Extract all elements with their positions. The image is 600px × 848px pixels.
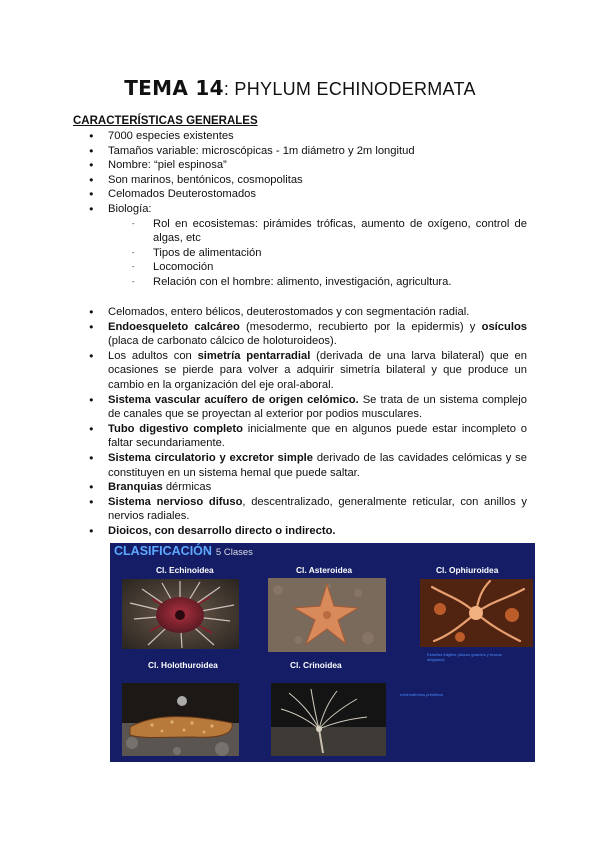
classification-figure xyxy=(110,543,535,762)
crinoid-photo xyxy=(271,683,386,756)
ophiuroidea-caption: Estrellas frágiles (discos grandes y brazos delgados) xyxy=(427,652,502,662)
figure-heading xyxy=(114,544,253,558)
feature-item xyxy=(73,422,527,451)
feature-bold: Branquias xyxy=(108,481,163,494)
feature-text: derivado de las cavidades celómicas y se constituyen en un sistema hemal que puede saltar. xyxy=(108,451,527,479)
class-label-echinoidea: Cl. Echinoidea xyxy=(156,565,214,575)
sea-cucumber-photo xyxy=(122,683,239,756)
feature-text: dérmicas xyxy=(162,481,212,494)
list-item: ● Nombre: “piel espinosa” xyxy=(73,158,527,173)
feature-text: (placa de carbonato cálcico de holoturoideos). xyxy=(108,335,337,348)
list-item: ● 7000 especies existentes xyxy=(73,129,527,144)
feature-item xyxy=(73,393,527,422)
feature-item xyxy=(73,451,527,480)
feature-bold: Tubo digestivo completo xyxy=(108,422,243,435)
class-label-ophiuroidea: Cl. Ophiuroidea xyxy=(436,565,499,575)
biology-label: Biología: xyxy=(108,202,152,215)
feature-bold: Sistema vascular acuífero de origen celómico. xyxy=(108,393,359,406)
page-title xyxy=(0,76,600,101)
list-item: ● Tamaños variable: microscópicas - 1m diámetro y 2m longitud xyxy=(73,144,527,159)
feature-item xyxy=(73,495,527,524)
feature-item xyxy=(73,524,527,539)
brittle-star-photo xyxy=(420,579,533,647)
features-list xyxy=(73,305,527,539)
feature-bold: osículos xyxy=(481,320,528,333)
feature-text: inicialmente que en algunos puede estar incompleto o faltar secundariamente. xyxy=(108,422,527,450)
feature-text: , descentralizado, generalmente reticular, con anillos y nervios radiales. xyxy=(108,495,527,523)
feature-bold: Sistema nervioso difuso xyxy=(108,495,243,508)
feature-bold: Dioicos, con desarrollo directo o indirecto. xyxy=(108,524,336,537)
sea-urchin-photo xyxy=(122,579,239,649)
class-label-asteroidea: Cl. Asteroidea xyxy=(296,565,353,575)
sea-star-photo xyxy=(268,578,386,652)
feature-item xyxy=(73,320,527,349)
sublist-item: - Rol en ecosistemas: pirámides tróficas, aumento de oxígeno, control de algas, etc xyxy=(108,217,527,246)
feature-text: (mesodermo, recubierto por la epidermis) y xyxy=(239,320,482,333)
sublist-item: - Tipos de alimentación xyxy=(108,246,527,261)
sublist-item: - Relación con el hombre: alimento, investigación, agricultura. xyxy=(108,275,527,290)
crinoidea-caption: echinodermos primitivos xyxy=(400,692,444,697)
list-item: ● Son marinos, bentónicos, cosmopolitas xyxy=(73,173,527,188)
list-item: ● Celomados Deuterostomados xyxy=(73,187,527,202)
feature-text: Los adultos con xyxy=(108,349,198,362)
biology-sublist xyxy=(108,217,527,290)
feature-bold: Endoesqueleto calcáreo xyxy=(108,320,240,333)
class-label-crinoidea: Cl. Crinoidea xyxy=(290,660,342,670)
figure-subtitle: 5 Clases xyxy=(215,547,253,558)
figure-title: CLASIFICACIÓN xyxy=(114,544,212,558)
list-item-biology xyxy=(73,202,527,290)
feature-bold: Sistema circulatorio y excretor simple xyxy=(108,451,313,464)
class-label-holothuroidea: Cl. Holothuroidea xyxy=(148,660,218,670)
feature-text: Se trata de un sistema complejo de canales que se proyectan al exterior por podios musculares. xyxy=(108,393,527,421)
title-topic-number: TEMA 14 xyxy=(124,76,224,100)
general-list xyxy=(73,129,527,290)
section-heading: CARACTERÍSTICAS GENERALES xyxy=(73,115,258,127)
sublist-item: - Locomoción xyxy=(108,260,527,275)
feature-text: (derivada de una larva bilateral) que en ocasiones se pierde para volver a adquirir simetría bilateral y que produce un cambio en la organización del eje oral-aboral. xyxy=(108,349,527,391)
feature-bold: simetría pentarradial xyxy=(197,349,311,362)
feature-text: Celomados, entero bélicos, deuterostomados y con segmentación radial. xyxy=(108,306,470,318)
feature-item xyxy=(73,480,527,495)
feature-item xyxy=(73,305,527,320)
feature-item xyxy=(73,349,527,393)
title-phylum: : PHYLUM ECHINODERMATA xyxy=(223,79,476,99)
